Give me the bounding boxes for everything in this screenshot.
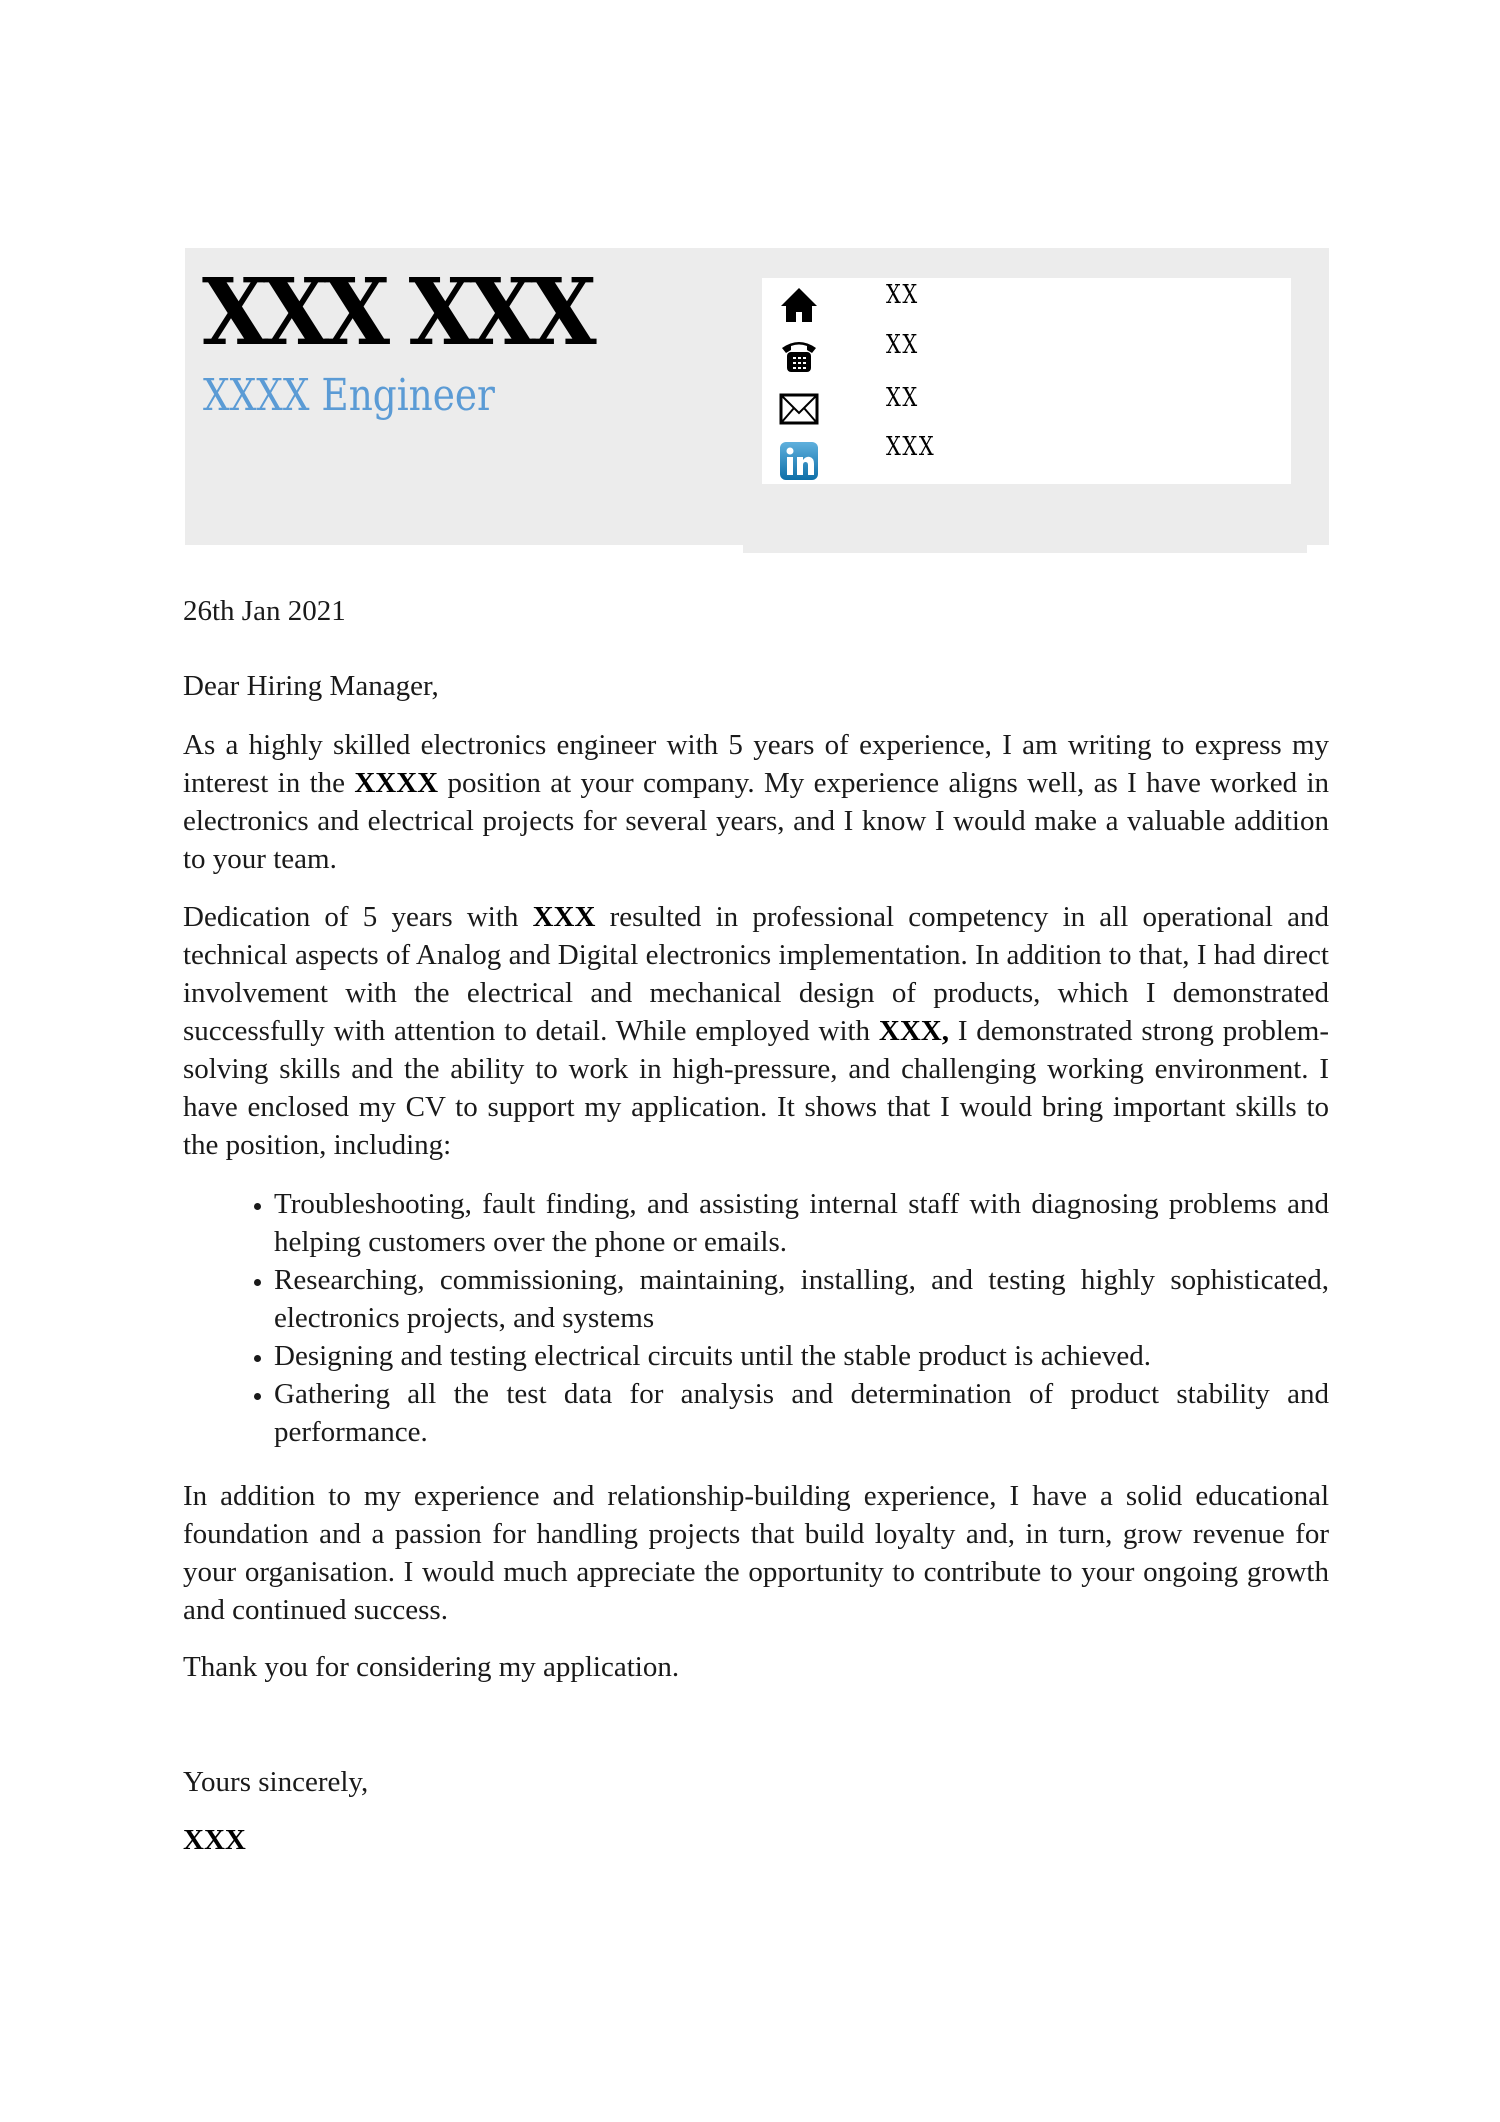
phone-icon (778, 334, 820, 376)
p2-text-mid: resulted in professional competency in all operational and technical aspects of Analog and Digital electronics implementation. In addition to that, I had direct involvement with the electrical and mechanical design of products, which I demonstrated successfully with attention to detail. While employed with (183, 901, 1329, 1047)
p2-text-end: I demonstrated strong problem-solving skills and the ability to work in high-pressure, and challenging working environment. I have enclosed my CV to support my application. It shows that I would bring important skills to the position, including: (183, 1015, 1329, 1161)
paragraph-1 (183, 726, 1329, 878)
p1-position: XXXX (354, 767, 439, 799)
phone-value: XX (886, 330, 919, 360)
signature: XXX (183, 1824, 246, 1856)
closing: Yours sincerely, (183, 1766, 369, 1798)
linkedin-icon[interactable] (778, 440, 820, 482)
contact-email (762, 383, 1291, 423)
contact-box (762, 278, 1291, 484)
p2-text: Dedication of 5 years with (183, 901, 533, 933)
skills-list (183, 1185, 1329, 1451)
letter-date: 26th Jan 2021 (183, 595, 346, 627)
skill-item: • Researching, commissioning, maintaining, installing, and testing highly sophisticated, electronics projects, and systems (274, 1261, 1329, 1337)
job-title: XXXX Engineer (203, 370, 495, 421)
contact-address (762, 280, 1291, 320)
p1-text: As a highly skilled electronics engineer with 5 years of experience, I am writing to express my interest in the (183, 729, 1329, 799)
skill-item: • Designing and testing electrical circuits until the stable product is achieved. (274, 1337, 1329, 1375)
p2-company: XXX (532, 901, 596, 933)
skill-item: • Gathering all the test data for analysis and determination of product stability and performance. (274, 1375, 1329, 1451)
skill-item: • Troubleshooting, fault finding, and assisting internal staff with diagnosing problems and helping customers over the phone or emails. (274, 1185, 1329, 1261)
paragraph-3: In addition to my experience and relationship-building experience, I have a solid educational foundation and a passion for handling projects that build loyalty and, in turn, grow revenue for your organisation. I would much appreciate the opportunity to contribute to your ongoing growth and continued success. (183, 1480, 1329, 1626)
p1-text-end: position at your company. My experience aligns well, as I have worked in electronics and electrical projects for several years, and I know I would make a valuable addition to your team. (183, 767, 1330, 875)
contact-phone (762, 330, 1291, 370)
applicant-name: XXX XXX (202, 258, 592, 366)
p2-company-2: XXX, (878, 1015, 949, 1047)
email-value: XX (886, 383, 919, 413)
address-value: XX (886, 280, 919, 310)
linkedin-value[interactable]: XXX (886, 432, 936, 462)
header-panel-tab (743, 545, 1307, 553)
contact-linkedin (762, 432, 1291, 472)
paragraph-4: Thank you for considering my application. (183, 1651, 680, 1683)
home-icon (778, 284, 820, 326)
paragraph-2 (183, 898, 1329, 1164)
mail-icon (778, 387, 820, 429)
salutation: Dear Hiring Manager, (183, 670, 439, 702)
